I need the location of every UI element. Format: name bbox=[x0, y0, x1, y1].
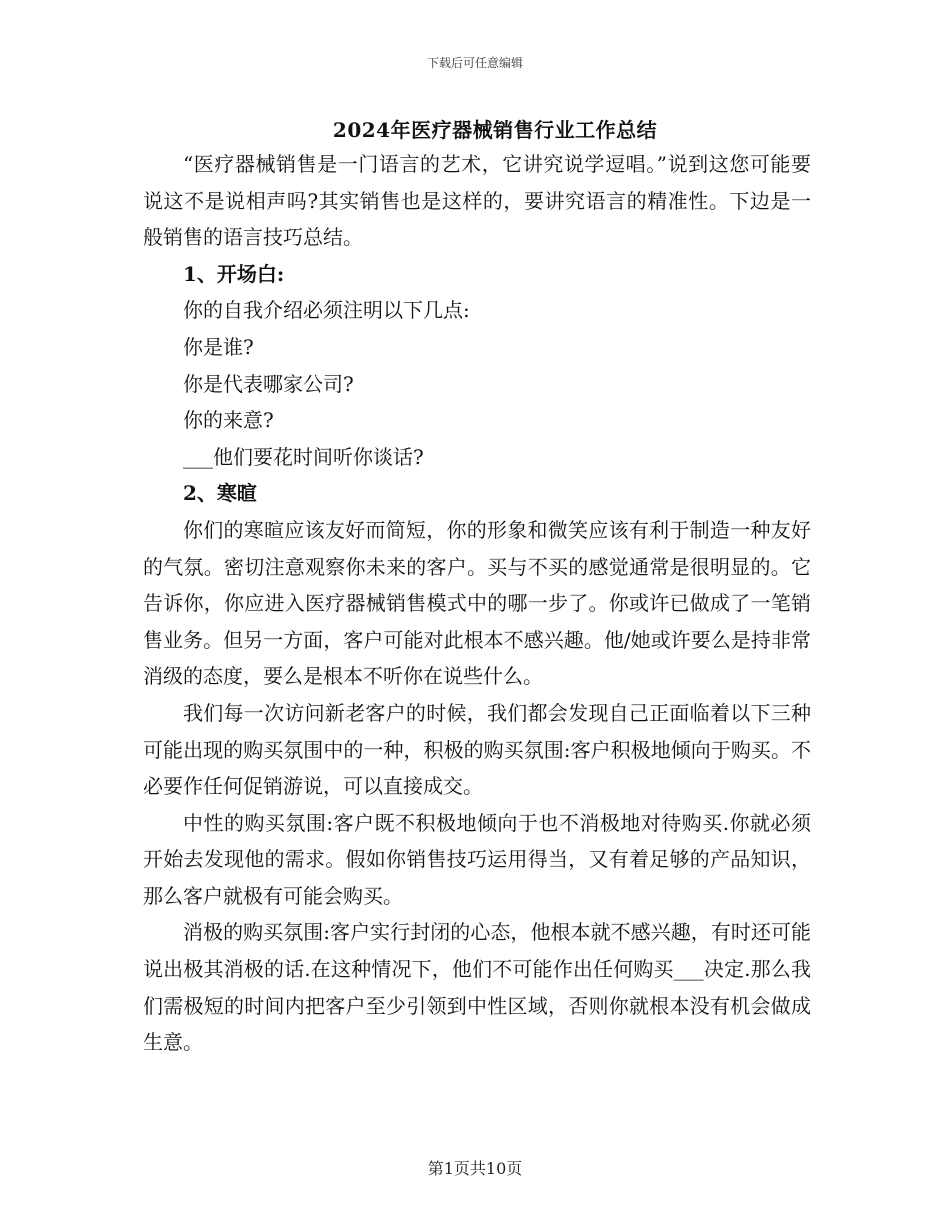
header-note: 下载后可任意编辑 bbox=[426, 56, 523, 70]
body-paragraph: 你们的寒暄应该友好而简短，你的形象和微笑应该有利于制造一种友好的气氛。密切注意观察你未来的客户。买与不买的感觉通常是很明显的。它告诉你，你应进入医疗器械销售模式中的哪一步了。你或许已做成了一笔销售业务。但另一方面，客户可能对此根本不感兴趣。他/她或许要么是持非常消级的态度，要么是根本不听你在说些什么。 bbox=[143, 517, 811, 689]
document-title: 2024年医疗器械销售行业工作总结 bbox=[332, 118, 658, 142]
section-heading-opening: 1、开场白: bbox=[183, 261, 285, 286]
list-item: 你是谁? bbox=[183, 334, 254, 359]
document-body bbox=[143, 146, 811, 1061]
intro-paragraph: “医疗器械销售是一门语言的艺术，它讲究说学逗唱。”说到这您可能要说这不是说相声吗?其实销售也是这样的，要讲究语言的精准性。下边是一般销售的语言技巧总结。 bbox=[143, 152, 811, 250]
body-paragraph: 中性的购买氛围:客户既不积极地倾向于也不消极地对待购买.你就必须开始去发现他的需求。假如你销售技巧运用得当，又有着足够的产品知识，那么客户就极有可能会购买。 bbox=[143, 810, 811, 908]
body-paragraph: 我们每一次访问新老客户的时候，我们都会发现自己正面临着以下三种可能出现的购买氛围中的一种，积极的购买氛围:客户积极地倾向于购买。不必要作任何促销游说，可以直接成交。 bbox=[143, 700, 811, 799]
section-heading-greeting: 2、寒暄 bbox=[183, 481, 257, 506]
page-indicator: 第1页共10页 bbox=[427, 1159, 523, 1178]
body-paragraph: 消极的购买氛围:客户实行封闭的心态，他根本就不感兴趣，有时还可能说出极其消极的话.在这种情况下，他们不可能作出任何购买___决定.那么我们需极短的时间内把客户至少引领到中性区域，否则你就根本没有机会做成生意。 bbox=[143, 920, 811, 1055]
list-item: ___他们要花时间听你谈话? bbox=[183, 444, 424, 469]
list-item: 你的自我介绍必须注明以下几点: bbox=[183, 298, 470, 323]
list-item: 你的来意? bbox=[183, 408, 274, 433]
list-item: 你是代表哪家公司? bbox=[183, 371, 354, 396]
